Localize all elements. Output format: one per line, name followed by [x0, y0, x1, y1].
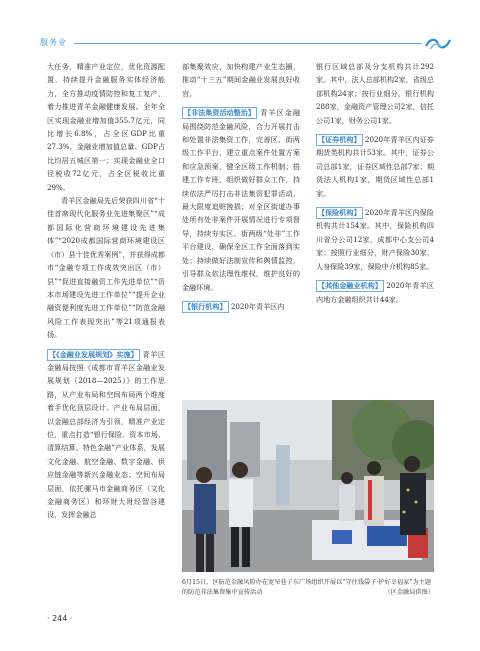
paragraph — [47, 348, 165, 522]
section-heading: 【保险机构】 — [318, 208, 361, 218]
page-header — [40, 34, 440, 54]
section-heading: 【证券机构】 — [318, 135, 361, 145]
paragraph — [182, 106, 300, 294]
paragraph: 银行区域总部及分支机构共计292家。其中，法人总部机构2家，省级总部机构24家；按行业细分，银行机构288家，金融资产管理公司2家，信托公司1家，财务公司1家。 — [316, 62, 435, 125]
paragraph-text: 2020年青羊区内保险机构共计154家。其中，保险机构四川省分公司12家，成都中心支公司4家；按照行业细分，财产保险30家，人身保险39家，保险中介机构85家。 — [316, 208, 434, 271]
paragraph-text: 青羊区金融局围绕防范金融风险，合力开展打击和处置非法集资工作，完善区、街两级工作平台，建立重点案件处置方案和应急预案，健全区级工作机制；搭建工作专班，组织做好群众工作，持续依法严厉打击非法集资犯罪活动，最大限度追赃挽损；对全区街道办事处所有处非案件开展情况进行专项督导，持续夯实区、街两级“处非”工作平台建设，确保全区工作全面落到实处；持续做好法制宣传和舆情监控，引导群众依法理性维权，维护良好的金融环境。 — [182, 108, 300, 292]
paragraph-text: 2020年青羊区内地方金融组织共计44家。 — [316, 281, 434, 304]
header-rule — [74, 43, 422, 44]
section-heading: 【非法集资活动整治】 — [184, 108, 255, 118]
photo-caption — [182, 578, 434, 598]
paragraph: 部集聚效应，加快构建产业生态圈，推动“十三五”期间金融业发展良好收官。 — [182, 62, 300, 98]
section-heading: 【《金融业发展规划》实施】 — [49, 349, 138, 359]
paragraph — [316, 279, 434, 306]
section-heading: 【其他金融业机构】 — [318, 281, 382, 291]
event-photo — [182, 400, 434, 572]
paragraph — [316, 133, 434, 200]
section-label: 服务业 — [40, 38, 67, 47]
event-photo-illustration — [182, 400, 434, 572]
paragraph-text: 2020年青羊区内 — [230, 301, 285, 311]
wave-logo-icon — [424, 34, 452, 52]
page-number: · 244 · — [47, 614, 73, 623]
column-middle — [182, 60, 300, 313]
section-heading: 【银行机构】 — [184, 301, 227, 311]
column-right — [316, 60, 434, 306]
column-left — [47, 60, 165, 522]
photo-credit: （区金融局供图） — [384, 589, 434, 596]
paragraph-text: 2020年青羊区内证券期货类机构共计53家。其中，证券公司总部1家，证券区域性总部7家；期货法人机构1家，期货区域性总部1家。 — [316, 135, 434, 198]
paragraph-text: 青羊区金融局按照《成都市青羊区金融业发展规划（2018—2025）》的工作思路，从产业布局和空间布局两个维度着手优化顶层设计。产业布局层面，以金融总部经济为引领，精准产业定位，重点打造“银行保险、资本市场、清算结算、特色金融”产业体系，发展文化金融、航空金融、数字金融、供应链金融等新兴金融业态；空间布局层面，依托骡马市金融商务区（文化金融商务区）和环财大财经智谷建设，发挥金融总 — [47, 349, 165, 520]
paragraph — [182, 300, 300, 313]
caption-text: 6月15日，区防范金融风险办在宽窄巷子东广场组织开展以“守住钱袋子·护好幸福家”为主题的防范非法集资集中宣传活动 — [182, 579, 432, 596]
paragraph — [316, 206, 434, 273]
paragraph: 大任务，精准产业定位，优化资源配置，持续提升金融服务实体经济能力，全方推动疫情防控和复工复产，着力推进青羊金融健康发展。全年全区实现金融业增加值355.7亿元，同比增长6.8%，占全区GDP比重27.3%，金融业增加值总量、GDP占比均居五城区第一；实现金融业全口径税收72亿元，占全区税收比重29%。 — [47, 62, 165, 192]
paragraph: 青羊区金融局先后荣获四川省“十佳首席现代化服务业先进集聚区”“成都国际化营商环境建设先进集体”“2020成都国际营商环境建设区（市）县十佳优秀案例”，并获得成都市“金融专项工作成效突出区（市）县”“促进直接融资工作先进单位”“资本市场建设先进工作单位”“提升企业融资便利度先进工作单位”“防范金融风险工作表现突出”等21项通报表扬。 — [47, 196, 165, 340]
